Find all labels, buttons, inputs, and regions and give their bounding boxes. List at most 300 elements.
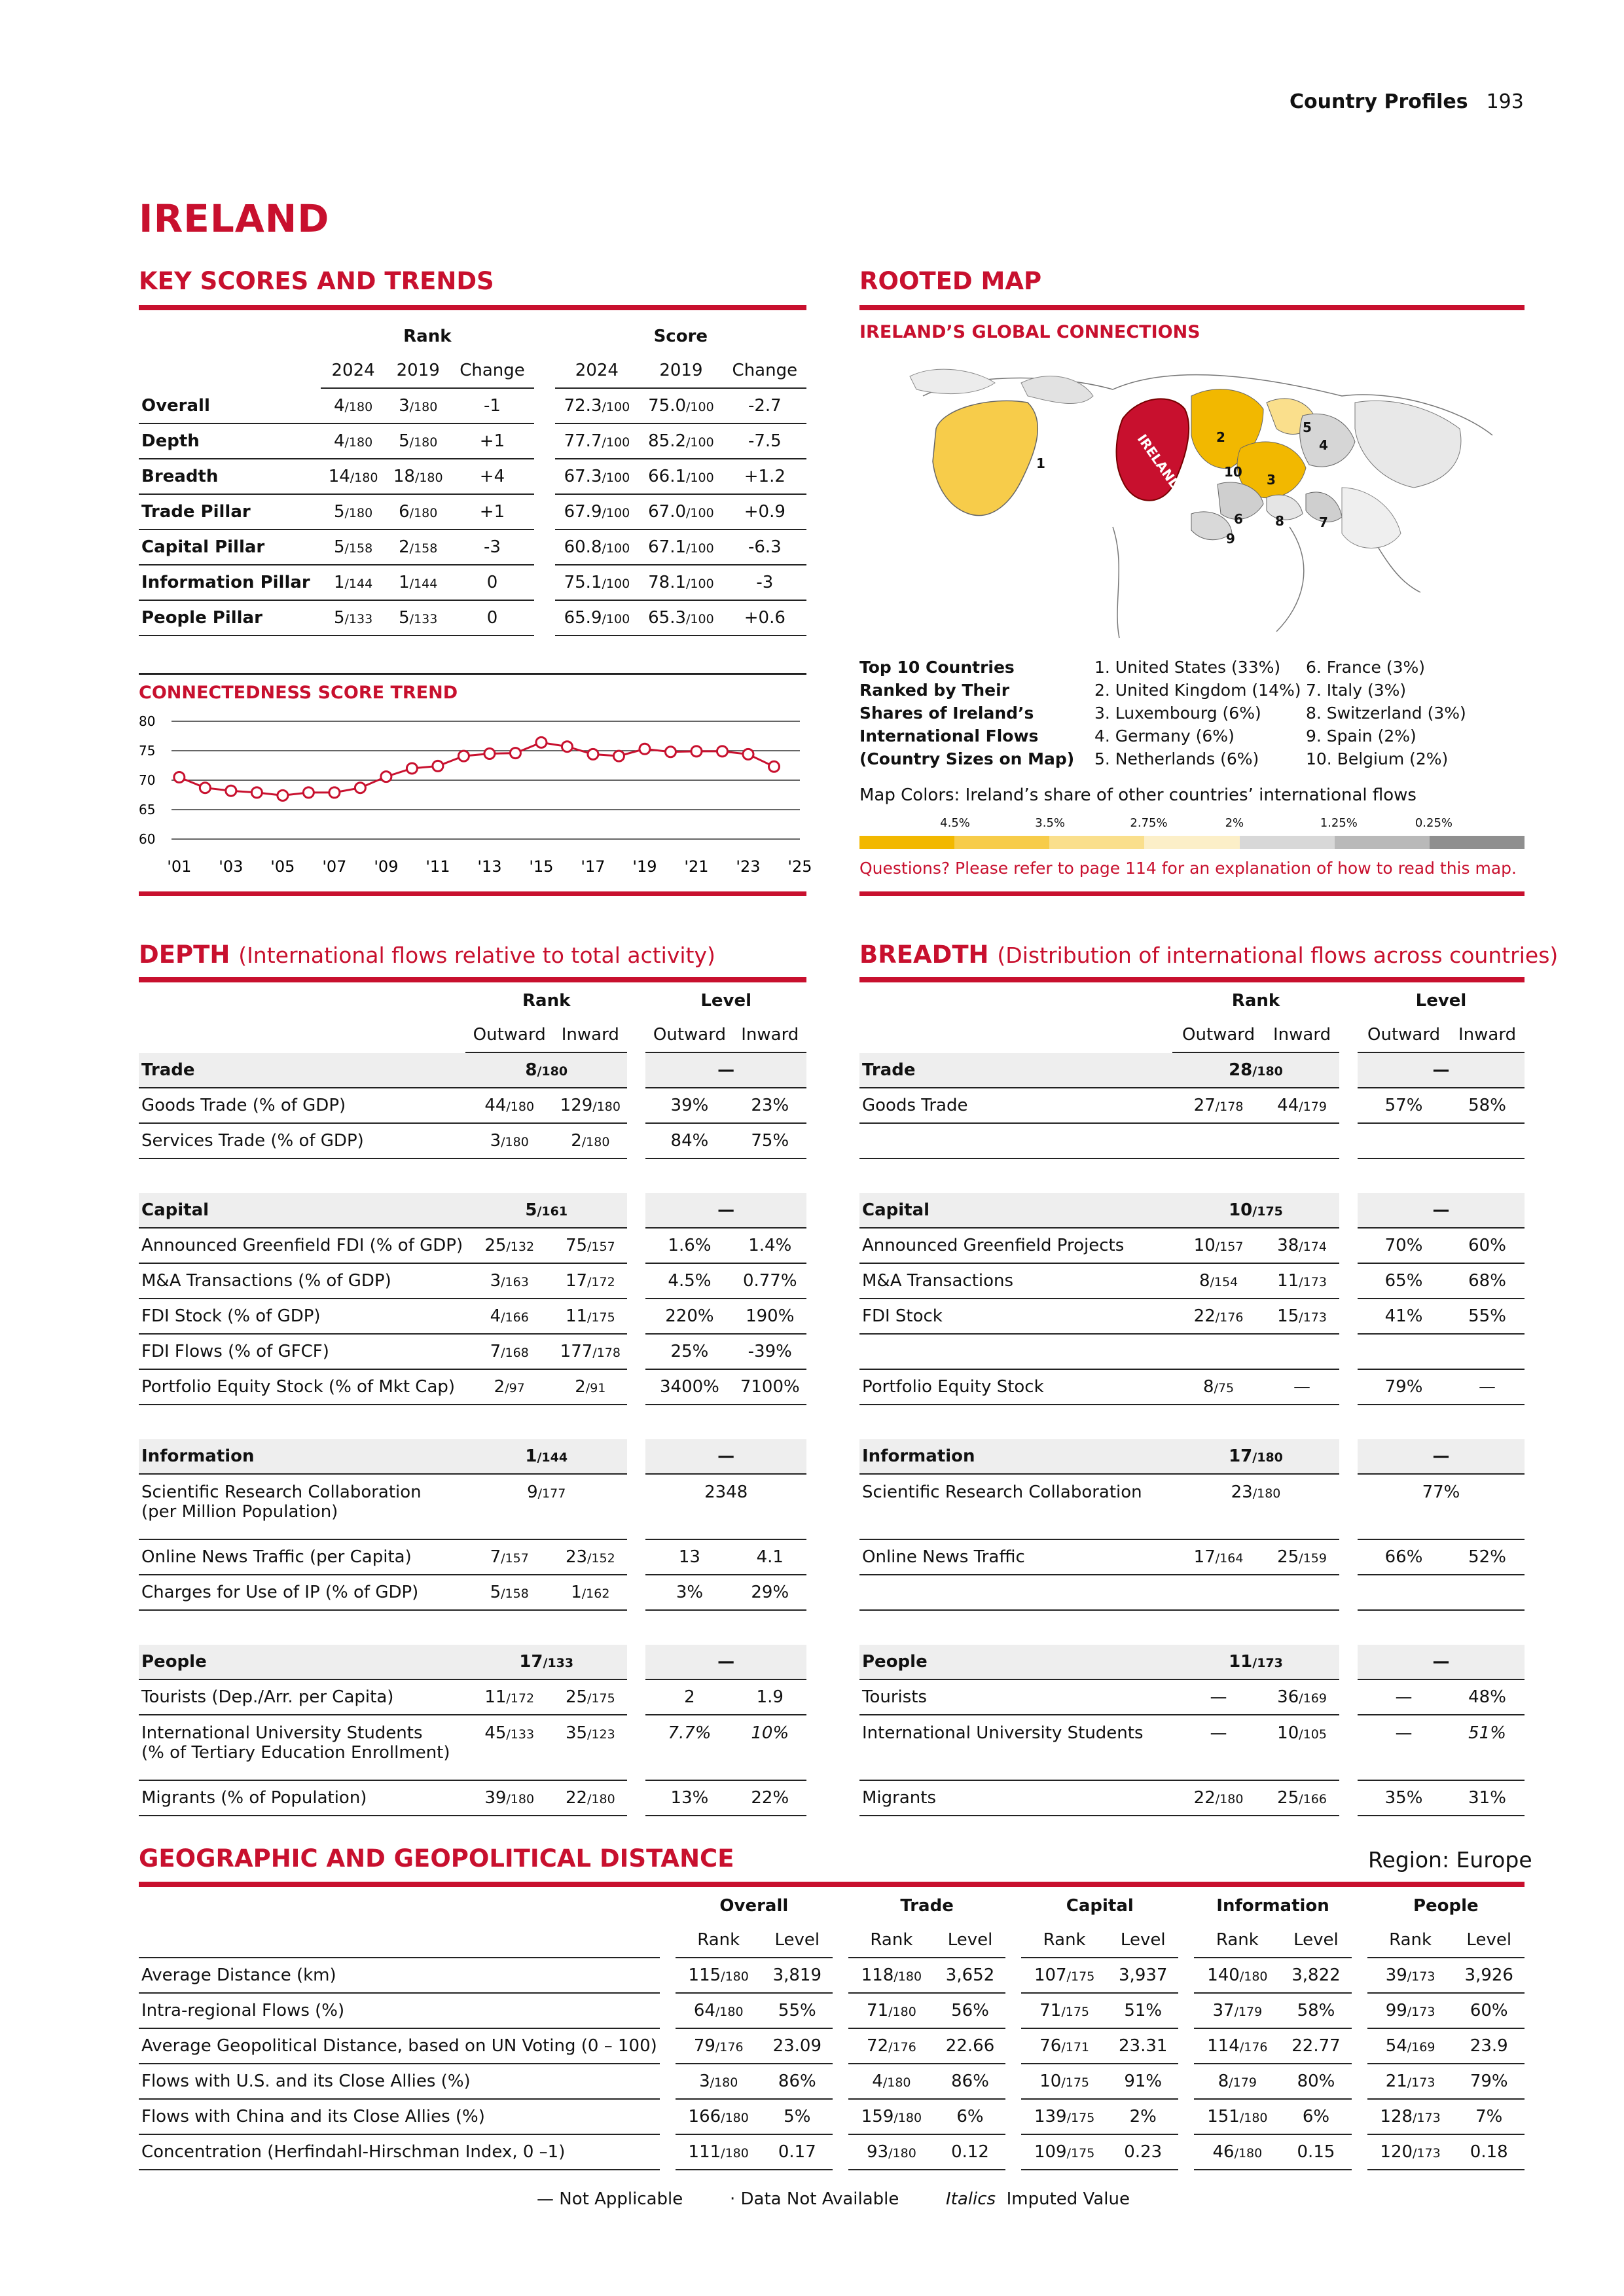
outward-rank: 45/133 (465, 1715, 553, 1781)
inward-header: Inward (734, 1018, 806, 1053)
indicator-label: Online News Traffic (859, 1540, 1172, 1575)
map-marker-1: 1 (1036, 456, 1045, 471)
group-row (139, 1439, 806, 1475)
geo-rank: 72/176 (848, 2029, 935, 2064)
inward-rank: 36/169 (1265, 1680, 1339, 1715)
key-score-row (139, 565, 806, 601)
outward-rank: 5/158 (465, 1575, 553, 1611)
outward-rank: 22/180 (1172, 1781, 1265, 1816)
indicator-row (139, 1715, 806, 1781)
merged-level: 77% (1358, 1475, 1525, 1540)
inward-rank: 11/173 (1265, 1264, 1339, 1299)
outward-level: 2 (645, 1680, 733, 1715)
group-rank: 17/180 (1172, 1439, 1339, 1475)
geo-level-header: Level (1108, 1923, 1178, 1958)
geo-level: 79% (1454, 2064, 1525, 2100)
outward-rank: 44/180 (465, 1088, 553, 1124)
inward-rank: 2/91 (553, 1370, 627, 1405)
top10-item: 8. Switzerland (3%) (1306, 704, 1466, 723)
outward-rank: 7/168 (465, 1335, 553, 1370)
geo-rank: 46/180 (1194, 2135, 1280, 2170)
geo-level-header: Level (1280, 1923, 1351, 1958)
score-header: Score (653, 327, 708, 346)
indicator-label: International University Students (859, 1715, 1172, 1781)
map-marker-6: 6 (1234, 511, 1243, 527)
country-rest-of-europe (1355, 401, 1461, 488)
legend-italics-word: Italics (946, 2189, 996, 2209)
top10-title-line: (Country Sizes on Map) (859, 749, 1075, 768)
outward-level: 220% (645, 1299, 733, 1335)
inward-level: 10% (734, 1715, 806, 1781)
geo-level: 3,652 (935, 1958, 1005, 1994)
x-tick-label: '15 (529, 857, 554, 876)
inward-rank: 17/172 (553, 1264, 627, 1299)
rooted-map-heading: ROOTED MAP (859, 267, 1042, 295)
inward-level: 60% (1450, 1229, 1525, 1264)
outward-level: 41% (1358, 1299, 1450, 1335)
indicator-row (139, 1680, 806, 1715)
key-score-row (139, 459, 806, 495)
group-level: — (1358, 1053, 1525, 1088)
rank-2024: 4/180 (321, 389, 386, 424)
scale-swatch (1049, 836, 1144, 849)
rank-2024: 5/158 (321, 530, 386, 565)
indicator-label: Online News Traffic (per Capita) (139, 1540, 465, 1575)
outward-header: Outward (1172, 1018, 1265, 1053)
inward-rank: 1/162 (553, 1575, 627, 1611)
score-2019: 75.0/100 (639, 389, 723, 424)
x-tick-label: '01 (167, 857, 192, 876)
geo-level: 86% (762, 2064, 833, 2100)
map-note: Questions? Please refer to page 114 for an explanation of how to read this map. (859, 859, 1517, 878)
outward-level: 13 (645, 1540, 733, 1575)
group-label: People (859, 1645, 1172, 1680)
score-change: -6.3 (723, 530, 806, 565)
indicator-label: Portfolio Equity Stock (% of Mkt Cap) (139, 1370, 465, 1405)
group-rank: 11/173 (1172, 1645, 1339, 1680)
indicator-label: Scientific Research Collaboration (per Million Population) (139, 1475, 465, 1540)
score-change: -2.7 (723, 389, 806, 424)
indicator-label: Tourists (Dep./Arr. per Capita) (139, 1680, 465, 1715)
geo-rank: 159/180 (848, 2100, 935, 2135)
x-tick-label: '09 (374, 857, 399, 876)
data-point (200, 783, 210, 793)
geo-level: 3,822 (1280, 1958, 1351, 1994)
score-2019: 85.2/100 (639, 424, 723, 459)
geo-rank: 166/180 (676, 2100, 762, 2135)
top10-title-line: Shares of Ireland’s (859, 704, 1034, 723)
data-point (226, 785, 236, 796)
score-change: -3 (723, 565, 806, 601)
geo-row-label: Average Geopolitical Distance, based on UN Voting (0 – 100) (139, 2029, 660, 2064)
geo-row (139, 1958, 1525, 1994)
indicator-label: Announced Greenfield Projects (859, 1229, 1172, 1264)
inward-header: Inward (553, 1018, 627, 1053)
outward-rank: 22/176 (1172, 1299, 1265, 1335)
score-2019: 65.3/100 (639, 601, 723, 636)
geo-level: 2% (1108, 2100, 1178, 2135)
geo-row-label: Average Distance (km) (139, 1958, 660, 1994)
legend-imputed-text: Imputed Value (1006, 2189, 1130, 2209)
x-tick-label: '03 (219, 857, 244, 876)
data-point (433, 761, 443, 771)
legend-na-text: Not Applicable (559, 2189, 683, 2209)
geo-group-header: Information (1216, 1896, 1329, 1916)
geo-level: 0.12 (935, 2135, 1005, 2170)
rank-2024: 14/180 (321, 459, 386, 495)
rank-change: -3 (450, 530, 533, 565)
score-2024: 77.7/100 (555, 424, 640, 459)
rank-2024: 5/133 (321, 601, 386, 636)
geo-heading: GEOGRAPHIC AND GEOPOLITICAL DISTANCE (139, 1844, 734, 1873)
geo-rank: 151/180 (1194, 2100, 1280, 2135)
map-marker-2: 2 (1216, 429, 1225, 445)
indicator-label: Services Trade (% of GDP) (139, 1124, 465, 1159)
geo-level: 60% (1454, 1994, 1525, 2029)
group-level: — (1358, 1439, 1525, 1475)
geo-rank-header: Rank (676, 1923, 762, 1958)
outward-rank: 27/178 (1172, 1088, 1265, 1124)
key-score-row (139, 495, 806, 530)
key-score-row (139, 530, 806, 565)
page-header (1290, 90, 1524, 113)
data-point (562, 742, 572, 752)
geo-row-label: Concentration (Herfindahl-Hirschman Index, 0 –1) (139, 2135, 660, 2170)
top10-list-left (1094, 656, 1301, 770)
score-2024: 67.9/100 (555, 495, 640, 530)
indicator-row (139, 1124, 806, 1159)
key-scores-rule (139, 305, 806, 310)
country-other (1342, 488, 1401, 548)
geo-rank: 71/180 (848, 1994, 935, 2029)
rank-2019: 18/180 (386, 459, 450, 495)
x-tick-label: '23 (736, 857, 761, 876)
x-tick-label: '17 (581, 857, 605, 876)
map-color-scale-labels (859, 816, 1525, 832)
outward-rank: — (1172, 1680, 1265, 1715)
geo-level-header: Level (1454, 1923, 1525, 1958)
chart-bottom-rule (139, 891, 806, 896)
outward-level: — (1358, 1680, 1450, 1715)
indicator-row (859, 1370, 1525, 1405)
group-rank: 8/180 (465, 1053, 627, 1088)
country-greenland (1021, 376, 1093, 404)
inward-level: 7100% (734, 1370, 806, 1405)
group-level: — (645, 1439, 806, 1475)
score-2024: 65.9/100 (555, 601, 640, 636)
breadth-subtitle: (Distribution of international flows across countries) (997, 942, 1559, 968)
group-row (859, 1439, 1525, 1475)
top10-item: 2. United Kingdom (14%) (1094, 681, 1301, 700)
data-point (484, 749, 495, 759)
group-level: — (645, 1645, 806, 1680)
indicator-label: M&A Transactions (859, 1264, 1172, 1299)
group-row (139, 1053, 806, 1088)
outward-rank: 4/166 (465, 1299, 553, 1335)
map-marker-4: 4 (1319, 437, 1328, 453)
data-point (588, 749, 598, 759)
key-row-label: Trade Pillar (139, 495, 321, 530)
geo-row-label: Intra-regional Flows (%) (139, 1994, 660, 2029)
map-marker-5: 5 (1303, 420, 1312, 435)
indicator-label: Tourists (859, 1680, 1172, 1715)
score-change: +0.6 (723, 601, 806, 636)
rank-2024: 4/180 (321, 424, 386, 459)
rank-header: Rank (403, 327, 452, 346)
page-number: 193 (1486, 90, 1524, 113)
geo-level: 22.77 (1280, 2029, 1351, 2064)
country-title: IRELAND (139, 196, 330, 241)
group-row (859, 1645, 1525, 1680)
geo-row-label: Flows with China and its Close Allies (%) (139, 2100, 660, 2135)
geo-level-header: Level (935, 1923, 1005, 1958)
inward-level: 31% (1450, 1781, 1525, 1816)
indicator-row (139, 1475, 806, 1540)
legend-imputed (946, 2189, 1130, 2209)
inward-level: 0.77% (734, 1264, 806, 1299)
indicator-label: Goods Trade (% of GDP) (139, 1088, 465, 1124)
geo-rank: 114/176 (1194, 2029, 1280, 2064)
geo-row-label: Flows with U.S. and its Close Allies (%) (139, 2064, 660, 2100)
geo-level: 6% (1280, 2100, 1351, 2135)
top10-item: 3. Luxembourg (6%) (1094, 704, 1261, 723)
inward-rank: 22/180 (553, 1781, 627, 1816)
outward-level: 1.6% (645, 1229, 733, 1264)
group-level: — (645, 1053, 806, 1088)
data-point (743, 749, 753, 759)
indicator-row (139, 1264, 806, 1299)
indicator-label: Goods Trade (859, 1088, 1172, 1124)
geo-level: 0.23 (1108, 2135, 1178, 2170)
inward-level: 68% (1450, 1264, 1525, 1299)
y-tick-label: 60 (139, 831, 156, 847)
inward-level: 22% (734, 1781, 806, 1816)
data-point (613, 751, 624, 761)
data-point (355, 783, 365, 793)
depth-subtitle: (International flows relative to total activity) (238, 942, 715, 968)
score-change: +1.2 (723, 459, 806, 495)
outward-rank: 17/164 (1172, 1540, 1265, 1575)
scale-label: 2.75% (1130, 816, 1168, 830)
key-col-header: 2019 (639, 353, 723, 389)
level-header: Level (700, 991, 752, 1011)
x-tick-label: '21 (684, 857, 709, 876)
indicator-row (859, 1715, 1525, 1781)
inward-level: 75% (734, 1124, 806, 1159)
key-score-row (139, 424, 806, 459)
geo-level: 7% (1454, 2100, 1525, 2135)
geo-rank: 79/176 (676, 2029, 762, 2064)
indicator-row (139, 1370, 806, 1405)
outward-rank: 8/75 (1172, 1370, 1265, 1405)
inward-header: Inward (1450, 1018, 1525, 1053)
scale-swatch (1335, 836, 1430, 849)
outward-rank: 10/157 (1172, 1229, 1265, 1264)
rooted-map (897, 357, 1506, 645)
inward-level: 29% (734, 1575, 806, 1611)
x-tick-label: '11 (425, 857, 450, 876)
data-point (174, 772, 185, 783)
score-2019: 67.0/100 (639, 495, 723, 530)
key-row-label: Breadth (139, 459, 321, 495)
group-row (859, 1193, 1525, 1229)
rank-header: Rank (522, 991, 571, 1011)
geo-rank: 8/179 (1194, 2064, 1280, 2100)
geo-level: 56% (935, 1994, 1005, 2029)
scale-swatch (1144, 836, 1239, 849)
scale-swatch (1240, 836, 1335, 849)
group-label: Trade (859, 1053, 1172, 1088)
country-canada (910, 369, 995, 393)
geo-rank-header: Rank (1367, 1923, 1454, 1958)
score-2024: 75.1/100 (555, 565, 640, 601)
outward-level: 35% (1358, 1781, 1450, 1816)
geo-level: 6% (935, 2100, 1005, 2135)
country-switzerland (1267, 495, 1303, 520)
breadth-title: BREADTH (859, 941, 989, 969)
top10-title-line: International Flows (859, 726, 1039, 745)
key-row-label: People Pillar (139, 601, 321, 636)
map-marker-10: 10 (1224, 464, 1242, 480)
data-point (640, 744, 650, 754)
geo-row (139, 2029, 1525, 2064)
score-2024: 60.8/100 (555, 530, 640, 565)
map-colors-caption: Map Colors: Ireland’s share of other countries’ international flows (859, 785, 1416, 805)
breadth-table (859, 984, 1525, 1816)
scale-label: 2% (1225, 816, 1244, 830)
depth-title: DEPTH (139, 941, 230, 969)
inward-rank: 2/180 (553, 1124, 627, 1159)
geo-row (139, 2100, 1525, 2135)
top10-item: 1. United States (33%) (1094, 658, 1281, 677)
outward-level: 84% (645, 1124, 733, 1159)
inward-rank: 35/123 (553, 1715, 627, 1781)
indicator-row (139, 1335, 806, 1370)
group-row (139, 1193, 806, 1229)
inward-level: 1.4% (734, 1229, 806, 1264)
rank-change: 0 (450, 565, 533, 601)
geo-rank: 64/180 (676, 1994, 762, 2029)
depth-table (139, 984, 806, 1816)
scale-label: 4.5% (940, 816, 970, 830)
data-point (303, 787, 314, 798)
rank-2019: 5/180 (386, 424, 450, 459)
merged-rank: 23/180 (1172, 1475, 1339, 1540)
outward-level: 66% (1358, 1540, 1450, 1575)
outward-rank: 2/97 (465, 1370, 553, 1405)
geo-rank: 107/175 (1021, 1958, 1108, 1994)
inward-rank: 38/174 (1265, 1229, 1339, 1264)
geo-level: 5% (762, 2100, 833, 2135)
inward-level: 4.1 (734, 1540, 806, 1575)
geo-group-header: Overall (719, 1896, 789, 1916)
geo-level: 55% (762, 1994, 833, 2029)
rank-2019: 6/180 (386, 495, 450, 530)
outward-rank: 39/180 (465, 1781, 553, 1816)
indicator-label: Portfolio Equity Stock (859, 1370, 1172, 1405)
legend-dna-text: Data Not Available (740, 2189, 899, 2209)
indicator-row (859, 1540, 1525, 1575)
top10-item: 6. France (3%) (1306, 658, 1426, 677)
key-row-label: Capital Pillar (139, 530, 321, 565)
country-united-states (933, 401, 1038, 515)
inward-level: 1.9 (734, 1680, 806, 1715)
geo-level: 3,937 (1108, 1958, 1178, 1994)
data-point (691, 746, 702, 757)
geo-rank: 109/175 (1021, 2135, 1108, 2170)
outward-level: 65% (1358, 1264, 1450, 1299)
group-label: Trade (139, 1053, 465, 1088)
inward-level: -39% (734, 1335, 806, 1370)
outward-header: Outward (1358, 1018, 1450, 1053)
geo-rank-header: Rank (1021, 1923, 1108, 1958)
inward-level: 51% (1450, 1715, 1525, 1781)
geo-level: 91% (1108, 2064, 1178, 2100)
indicator-label: International University Students (% of Tertiary Education Enrollment) (139, 1715, 465, 1781)
top10-item: 9. Spain (2%) (1306, 726, 1416, 745)
inward-level: 23% (734, 1088, 806, 1124)
geo-group-header: People (1413, 1896, 1479, 1916)
key-scores-table (139, 319, 806, 636)
merged-rank: 9/177 (465, 1475, 627, 1540)
inward-level: 190% (734, 1299, 806, 1335)
geo-level-header: Level (762, 1923, 833, 1958)
x-tick-label: '19 (632, 857, 657, 876)
merged-level: 2348 (645, 1475, 806, 1540)
inward-level: 55% (1450, 1299, 1525, 1335)
indicator-label: Scientific Research Collaboration (859, 1475, 1172, 1540)
breadth-rule (859, 977, 1525, 982)
top10-item: 10. Belgium (2%) (1306, 749, 1449, 768)
group-label: People (139, 1645, 465, 1680)
data-point (717, 746, 727, 757)
geo-row (139, 2135, 1525, 2170)
indicator-row (139, 1299, 806, 1335)
indicator-label: Migrants (% of Population) (139, 1781, 465, 1816)
outward-rank: 3/180 (465, 1124, 553, 1159)
geo-level: 23.9 (1454, 2029, 1525, 2064)
indicator-label: M&A Transactions (% of GDP) (139, 1264, 465, 1299)
top10-title (859, 656, 1074, 770)
scale-swatch (954, 836, 1049, 849)
geo-rank: 118/180 (848, 1958, 935, 1994)
inward-rank: 15/173 (1265, 1299, 1339, 1335)
rank-2019: 3/180 (386, 389, 450, 424)
data-point (458, 751, 469, 761)
geo-level: 0.18 (1454, 2135, 1525, 2170)
scale-swatch (1430, 836, 1525, 849)
outward-level: 3400% (645, 1370, 733, 1405)
geo-rank: 111/180 (676, 2135, 762, 2170)
score-change: +0.9 (723, 495, 806, 530)
inward-rank: 75/157 (553, 1229, 627, 1264)
score-2024: 67.3/100 (555, 459, 640, 495)
outward-level: 57% (1358, 1088, 1450, 1124)
score-2024: 72.3/100 (555, 389, 640, 424)
breadth-heading (859, 941, 1558, 969)
indicator-label: Migrants (859, 1781, 1172, 1816)
geo-level: 3,926 (1454, 1958, 1525, 1994)
top10-item: 4. Germany (6%) (1094, 726, 1235, 745)
inward-rank: 25/159 (1265, 1540, 1339, 1575)
x-tick-label: '05 (270, 857, 295, 876)
indicator-row (139, 1781, 806, 1816)
rank-2019: 1/144 (386, 565, 450, 601)
rank-2024: 5/180 (321, 495, 386, 530)
data-point (665, 747, 676, 757)
geo-level: 0.15 (1280, 2135, 1351, 2170)
key-col-header: 2024 (321, 353, 386, 389)
